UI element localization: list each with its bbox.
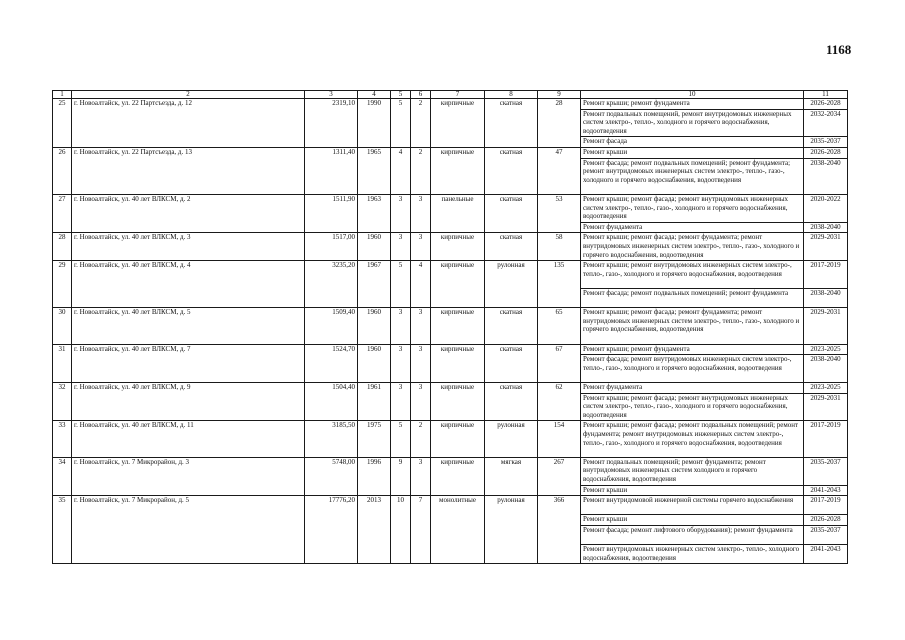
work-description: Ремонт крыши; ремонт фасада; ремонт внутридомовых инженерных систем электро-, тепло-, газо-, холодного и горячего водоснабжения, водоотведения xyxy=(581,194,804,222)
building-apartments: 28 xyxy=(538,99,581,148)
building-area: 1504,40 xyxy=(305,382,358,420)
building-roof: скатная xyxy=(485,99,538,148)
work-period: 2032-2034 xyxy=(804,109,848,137)
building-number: 29 xyxy=(53,261,72,308)
building-area: 2319,10 xyxy=(305,99,358,148)
building-roof: мягкая xyxy=(485,457,538,495)
work-period: 2029-2031 xyxy=(804,233,848,261)
building-floors: 10 xyxy=(391,496,411,564)
building-number: 25 xyxy=(53,99,72,148)
building-area: 17776,20 xyxy=(305,496,358,564)
table-row xyxy=(53,99,848,110)
building-entrances: 3 xyxy=(411,382,431,420)
building-year: 1961 xyxy=(358,382,391,420)
work-description: Ремонт крыши; ремонт фундамента xyxy=(581,344,804,355)
building-entrances: 3 xyxy=(411,344,431,382)
building-number: 34 xyxy=(53,457,72,495)
building-roof: скатная xyxy=(485,147,538,194)
work-description: Ремонт крыши xyxy=(581,485,804,496)
building-apartments: 154 xyxy=(538,421,581,457)
work-description: Ремонт крыши; ремонт фасада; ремонт внутридомовых инженерных систем электро-, тепло-, газо-, холодного и горячего водоснабжения, водоотведения xyxy=(581,393,804,421)
building-roof: скатная xyxy=(485,344,538,382)
buildings-table xyxy=(52,90,848,564)
work-period: 2017-2019 xyxy=(804,496,848,515)
work-description: Ремонт фундамента xyxy=(581,222,804,233)
column-number: 10 xyxy=(581,91,804,99)
table-row xyxy=(53,194,848,222)
building-year: 1960 xyxy=(358,233,391,261)
building-floors: 4 xyxy=(391,147,411,194)
building-area: 5748,00 xyxy=(305,457,358,495)
building-floors: 3 xyxy=(391,382,411,420)
column-number: 11 xyxy=(804,91,848,99)
building-year: 1965 xyxy=(358,147,391,194)
building-address: г. Новоалтайск, ул. 7 Микрорайон, д. 5 xyxy=(72,496,305,564)
table-row xyxy=(53,344,848,355)
building-number: 32 xyxy=(53,382,72,420)
building-address: г. Новоалтайск, ул. 40 лет ВЛКСМ, д. 5 xyxy=(72,308,305,344)
work-period: 2023-2025 xyxy=(804,344,848,355)
work-period: 2035-2037 xyxy=(804,457,848,485)
building-entrances: 3 xyxy=(411,457,431,495)
building-area: 1311,40 xyxy=(305,147,358,194)
work-description: Ремонт внутридомовых инженерных систем электро-, тепло-, холодного водоснабжения, водоотведения xyxy=(581,545,804,564)
work-description: Ремонт фасада; ремонт подвальных помещений; ремонт фундамента; ремонт внутридомовых инженерных систем электро-, тепло-, газо-, холодного и горячего водоснабжения, водоотведения xyxy=(581,158,804,194)
building-year: 1975 xyxy=(358,421,391,457)
building-floors: 9 xyxy=(391,457,411,495)
building-roof: рулонная xyxy=(485,421,538,457)
column-number: 4 xyxy=(358,91,391,99)
building-walls: кирпичные xyxy=(431,261,485,308)
work-period: 2035-2037 xyxy=(804,137,848,148)
column-number: 8 xyxy=(485,91,538,99)
building-entrances: 2 xyxy=(411,421,431,457)
building-area: 1509,40 xyxy=(305,308,358,344)
table-row xyxy=(53,382,848,393)
building-floors: 3 xyxy=(391,308,411,344)
building-floors: 3 xyxy=(391,344,411,382)
work-period: 2035-2037 xyxy=(804,525,848,544)
building-entrances: 2 xyxy=(411,147,431,194)
work-period: 2026-2028 xyxy=(804,99,848,110)
work-period: 2029-2031 xyxy=(804,393,848,421)
work-description: Ремонт крыши xyxy=(581,147,804,158)
column-number: 5 xyxy=(391,91,411,99)
building-apartments: 67 xyxy=(538,344,581,382)
building-number: 26 xyxy=(53,147,72,194)
building-year: 1960 xyxy=(358,308,391,344)
building-entrances: 3 xyxy=(411,233,431,261)
work-description: Ремонт фасада; ремонт лифтового оборудования); ремонт фундамента xyxy=(581,525,804,544)
building-floors: 5 xyxy=(391,261,411,308)
work-period: 2038-2040 xyxy=(804,158,848,194)
building-roof: скатная xyxy=(485,308,538,344)
column-number: 6 xyxy=(411,91,431,99)
building-number: 27 xyxy=(53,194,72,232)
building-walls: кирпичные xyxy=(431,344,485,382)
work-period: 2017-2019 xyxy=(804,421,848,457)
table-body xyxy=(53,91,848,564)
building-number: 33 xyxy=(53,421,72,457)
table-row xyxy=(53,147,848,158)
building-walls: кирпичные xyxy=(431,457,485,495)
building-walls: кирпичные xyxy=(431,233,485,261)
building-floors: 5 xyxy=(391,99,411,148)
work-period: 2026-2028 xyxy=(804,515,848,526)
building-number: 30 xyxy=(53,308,72,344)
building-address: г. Новоалтайск, ул. 40 лет ВЛКСМ, д. 2 xyxy=(72,194,305,232)
column-number: 3 xyxy=(305,91,358,99)
work-description: Ремонт крыши xyxy=(581,515,804,526)
building-address: г. Новоалтайск, ул. 40 лет ВЛКСМ, д. 9 xyxy=(72,382,305,420)
building-apartments: 135 xyxy=(538,261,581,308)
building-roof: скатная xyxy=(485,194,538,232)
building-apartments: 58 xyxy=(538,233,581,261)
building-entrances: 4 xyxy=(411,261,431,308)
building-entrances: 3 xyxy=(411,194,431,232)
building-apartments: 62 xyxy=(538,382,581,420)
building-apartments: 366 xyxy=(538,496,581,564)
work-period: 2029-2031 xyxy=(804,308,848,344)
work-description: Ремонт подвальных помещений, ремонт внутридомовых инженерных систем электро-, тепло-, холодного и горячего водоснабжения, водоотведения xyxy=(581,109,804,137)
work-period: 2023-2025 xyxy=(804,382,848,393)
work-period: 2041-2043 xyxy=(804,545,848,564)
building-roof: скатная xyxy=(485,382,538,420)
work-description: Ремонт крыши; ремонт фасада; ремонт подвальных помещений; ремонт фундамента; ремонт внутридомовых инженерных систем электро-, тепло-, газо-, холодного и горячего водоснабжения, водоотведения xyxy=(581,421,804,457)
work-description: Ремонт фасада; ремонт подвальных помещений; ремонт фундамента xyxy=(581,288,804,307)
building-apartments: 53 xyxy=(538,194,581,232)
work-period: 2020-2022 xyxy=(804,194,848,222)
work-description: Ремонт фасада xyxy=(581,137,804,148)
work-description: Ремонт подвальных помещений; ремонт фундамента; ремонт внутридомовых инженерных систем холодного и горячего водоснабжения, водоотведения xyxy=(581,457,804,485)
building-address: г. Новоалтайск, ул. 22 Партсъезда, д. 13 xyxy=(72,147,305,194)
building-year: 1990 xyxy=(358,99,391,148)
column-number: 1 xyxy=(53,91,72,99)
building-area: 3235,20 xyxy=(305,261,358,308)
table-row xyxy=(53,308,848,344)
building-area: 1524,70 xyxy=(305,344,358,382)
building-area: 1511,90 xyxy=(305,194,358,232)
building-number: 28 xyxy=(53,233,72,261)
building-entrances: 3 xyxy=(411,308,431,344)
building-entrances: 2 xyxy=(411,99,431,148)
work-period: 2038-2040 xyxy=(804,288,848,307)
building-address: г. Новоалтайск, ул. 40 лет ВЛКСМ, д. 4 xyxy=(72,261,305,308)
building-floors: 5 xyxy=(391,421,411,457)
building-address: г. Новоалтайск, ул. 40 лет ВЛКСМ, д. 3 xyxy=(72,233,305,261)
building-year: 1963 xyxy=(358,194,391,232)
building-address: г. Новоалтайск, ул. 40 лет ВЛКСМ, д. 7 xyxy=(72,344,305,382)
building-address: г. Новоалтайск, ул. 7 Микрорайон, д. 3 xyxy=(72,457,305,495)
building-walls: кирпичные xyxy=(431,382,485,420)
table-row xyxy=(53,233,848,261)
building-area: 3185,50 xyxy=(305,421,358,457)
work-description: Ремонт крыши; ремонт внутридомовых инженерных систем электро-, тепло-, газо-, холодного и горячего водоснабжения, водоотведения xyxy=(581,261,804,289)
work-period: 2026-2028 xyxy=(804,147,848,158)
building-walls: кирпичные xyxy=(431,308,485,344)
building-address: г. Новоалтайск, ул. 22 Партсъезда, д. 12 xyxy=(72,99,305,148)
building-year: 1996 xyxy=(358,457,391,495)
work-description: Ремонт крыши; ремонт фасада; ремонт фундамента; ремонт внутридомовых инженерных систем электро-, тепло-, газо-, холодного и горячего водоснабжения, водоотведения xyxy=(581,308,804,344)
work-period: 2017-2019 xyxy=(804,261,848,289)
building-apartments: 65 xyxy=(538,308,581,344)
building-year: 1967 xyxy=(358,261,391,308)
table-row xyxy=(53,261,848,289)
table-row xyxy=(53,496,848,515)
work-description: Ремонт крыши; ремонт фундамента xyxy=(581,99,804,110)
building-walls: кирпичные xyxy=(431,421,485,457)
building-walls: кирпичные xyxy=(431,147,485,194)
column-number: 9 xyxy=(538,91,581,99)
building-walls: монолитные xyxy=(431,496,485,564)
work-description: Ремонт внутридомовой инженерной системы горячего водоснабжения xyxy=(581,496,804,515)
page-number: 1168 xyxy=(826,42,852,57)
column-number: 7 xyxy=(431,91,485,99)
building-number: 31 xyxy=(53,344,72,382)
column-number: 2 xyxy=(72,91,305,99)
building-floors: 3 xyxy=(391,194,411,232)
building-year: 1960 xyxy=(358,344,391,382)
building-address: г. Новоалтайск, ул. 40 лет ВЛКСМ, д. 11 xyxy=(72,421,305,457)
building-apartments: 267 xyxy=(538,457,581,495)
building-walls: панельные xyxy=(431,194,485,232)
building-apartments: 47 xyxy=(538,147,581,194)
building-entrances: 7 xyxy=(411,496,431,564)
building-roof: скатная xyxy=(485,233,538,261)
work-period: 2041-2043 xyxy=(804,485,848,496)
building-year: 2013 xyxy=(358,496,391,564)
building-floors: 3 xyxy=(391,233,411,261)
building-roof: рулонная xyxy=(485,261,538,308)
work-period: 2038-2040 xyxy=(804,355,848,383)
table-row xyxy=(53,421,848,457)
building-walls: кирпичные xyxy=(431,99,485,148)
building-number: 35 xyxy=(53,496,72,564)
building-area: 1517,00 xyxy=(305,233,358,261)
building-roof: рулонная xyxy=(485,496,538,564)
column-number-row xyxy=(53,91,848,99)
table-row xyxy=(53,457,848,485)
work-description: Ремонт фундамента xyxy=(581,382,804,393)
work-description: Ремонт крыши; ремонт фасада; ремонт фундамента; ремонт внутридомовых инженерных систем электро-, тепло-, газо-, холодного и горячего водоснабжения, водоотведения xyxy=(581,233,804,261)
work-description: Ремонт фасада; ремонт внутридомовых инженерных систем электро-, тепло-, газо-, холодного и горячего водоснабжения, водоотведения xyxy=(581,355,804,383)
work-period: 2038-2040 xyxy=(804,222,848,233)
